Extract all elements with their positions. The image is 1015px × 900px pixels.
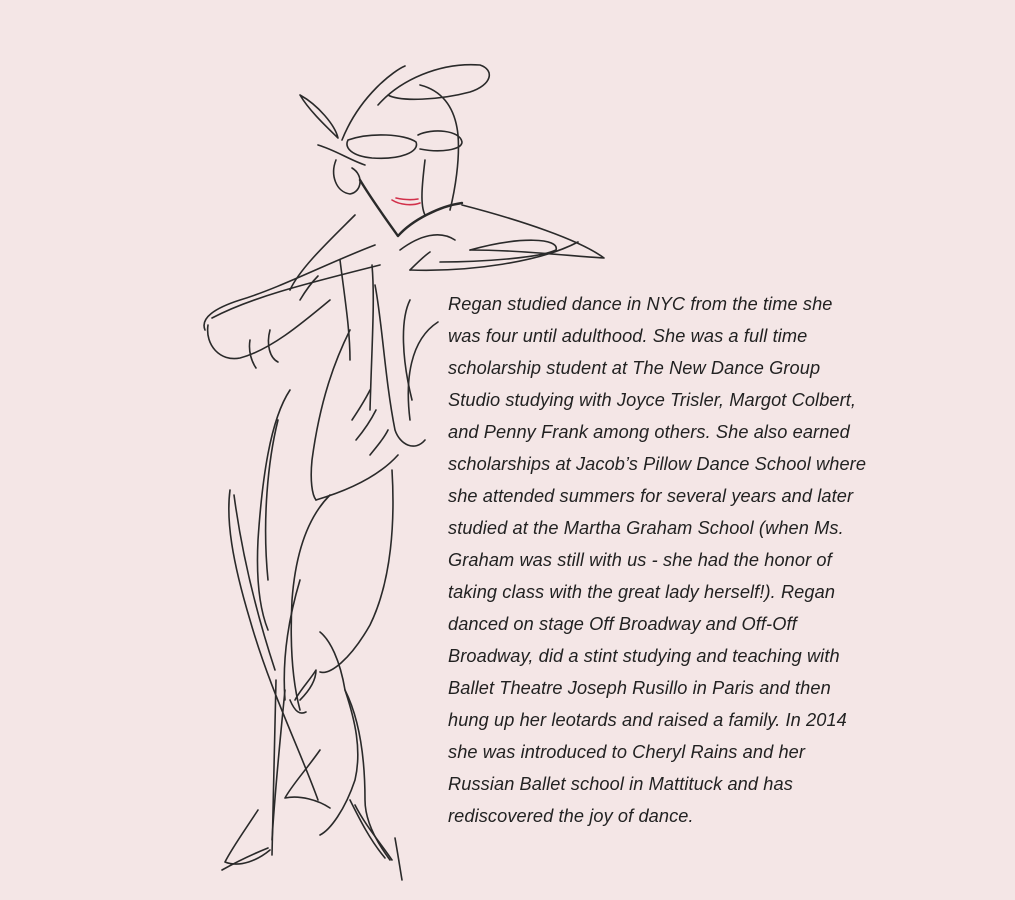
bio-line: Ballet Theatre Joseph Rusillo in Paris and then <box>448 678 831 698</box>
bio-line: taking class with the great lady herself!). Regan <box>448 582 836 602</box>
bio-line: Studio studying with Joyce Trisler, Margot Colbert, <box>448 390 857 410</box>
bio-line: she was introduced to Cheryl Rains and her <box>448 742 806 762</box>
bio-line: rediscovered the joy of dance. <box>448 806 694 826</box>
bio-line: Regan studied dance in NYC from the time she <box>448 294 833 314</box>
bio-line: scholarships at Jacob’s Pillow Dance School where <box>448 454 867 474</box>
bio-line: Graham was still with us - she had the honor of <box>448 550 832 570</box>
bio-line: Russian Ballet school in Mattituck and has <box>448 774 793 794</box>
bio-line: studied at the Martha Graham School (when Ms. <box>448 518 844 538</box>
bio-line: and Penny Frank among others. She also earned <box>448 422 850 442</box>
bio-line: hung up her leotards and raised a family. In 2014 <box>448 710 847 730</box>
bio-text <box>448 288 918 832</box>
bio-line: scholarship student at The New Dance Group <box>448 358 821 378</box>
bio-line: Broadway, did a stint studying and teaching with <box>448 646 840 666</box>
bio-line: was four until adulthood. She was a full time <box>448 326 808 346</box>
bio-line: danced on stage Off Broadway and Off-Off <box>448 614 797 634</box>
bio-line: she attended summers for several years and later <box>448 486 854 506</box>
